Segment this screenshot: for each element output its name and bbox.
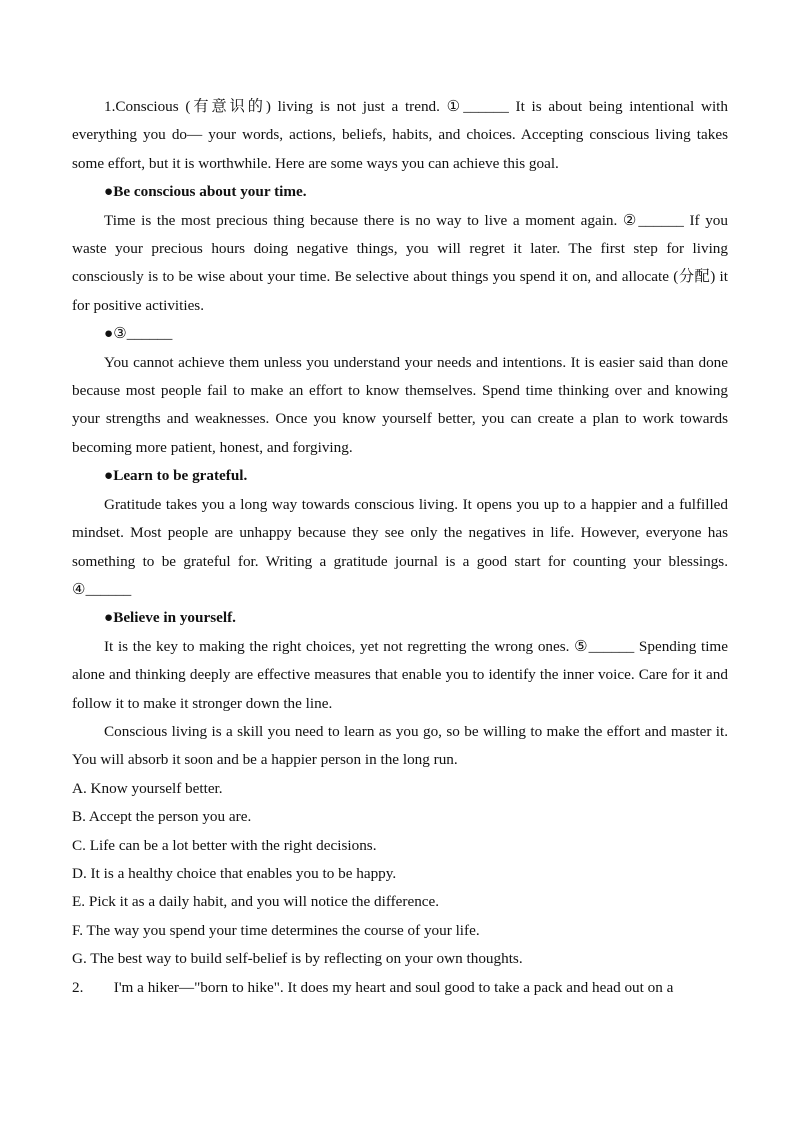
option-item: E. Pick it as a daily habit, and you will notice the difference. xyxy=(72,893,440,911)
section-heading-text: Believe in yourself. xyxy=(113,609,236,627)
section-heading xyxy=(72,604,728,632)
section-body: It is the key to making the right choices, yet not regretting the wrong ones. ⑤______ Spending time alone and thinking deeply are effective measures that enable you to identify the inner voice. Care for it and follow it to make it stronger down the line. xyxy=(72,637,728,712)
section-heading xyxy=(72,320,728,348)
section-body: Gratitude takes you a long way towards conscious living. It opens you up to a happier and a fulfilled mindset. Most people are unhappy because they see only the negatives in life. However, everyone has something to be grateful for. Writing a gratitude journal is a good start for counting your blessings. ④______ xyxy=(72,495,728,598)
section-heading-text: ③______ xyxy=(113,325,173,343)
option-item: B. Accept the person you are. xyxy=(72,808,252,826)
bullet-icon: ● xyxy=(104,609,114,627)
passage2-text: I'm a hiker—"born to hike". It does my heart and soul good to take a pack and head out on a xyxy=(113,978,674,996)
section-body: Time is the most precious thing because there is no way to live a moment again. ②______ If you waste your precious hours doing negative things, you will regret it later. The first step for living consciously is to be wise about your time. Be selective about things you spend it on, and allocate (分配) it for positive activities. xyxy=(72,211,728,314)
option-item: A. Know yourself better. xyxy=(72,779,223,797)
section-heading xyxy=(72,178,728,206)
question-number: 2. xyxy=(72,978,84,996)
section-body: You cannot achieve them unless you understand your needs and intentions. It is easier said than done because most people fail to make an effort to know themselves. Spend time thinking over and knowing your strengths and weaknesses. Once you know yourself better, you can create a plan to work towards becoming more patient, honest, and forgiving. xyxy=(72,353,728,456)
option-item: C. Life can be a lot better with the right decisions. xyxy=(72,836,377,854)
passage1-intro: 1.Conscious (有意识的) living is not just a trend. ①______ It is about being intentional with everything you do— your words, actions, beliefs, habits, and choices. Accepting conscious living takes some effort, but it is worthwhile. Here are some ways you can achieve this goal. xyxy=(72,98,728,172)
option-item: D. It is a healthy choice that enables you to be happy. xyxy=(72,864,397,882)
option-item: G. The best way to build self-belief is by reflecting on your own thoughts. xyxy=(72,950,523,968)
passage1-conclusion: Conscious living is a skill you need to learn as you go, so be willing to make the effort and master it. You will absorb it soon and be a happier person in the long run. xyxy=(72,722,728,769)
bullet-icon: ● xyxy=(104,325,114,343)
passage2-start xyxy=(72,974,728,1002)
option-item: F. The way you spend your time determines the course of your life. xyxy=(72,921,480,939)
section-heading-text: Be conscious about your time. xyxy=(113,183,307,201)
bullet-icon: ● xyxy=(104,467,114,485)
section-heading xyxy=(72,462,728,490)
document-page xyxy=(72,93,728,1002)
section-heading-text: Learn to be grateful. xyxy=(113,467,248,485)
bullet-icon: ● xyxy=(104,183,114,201)
